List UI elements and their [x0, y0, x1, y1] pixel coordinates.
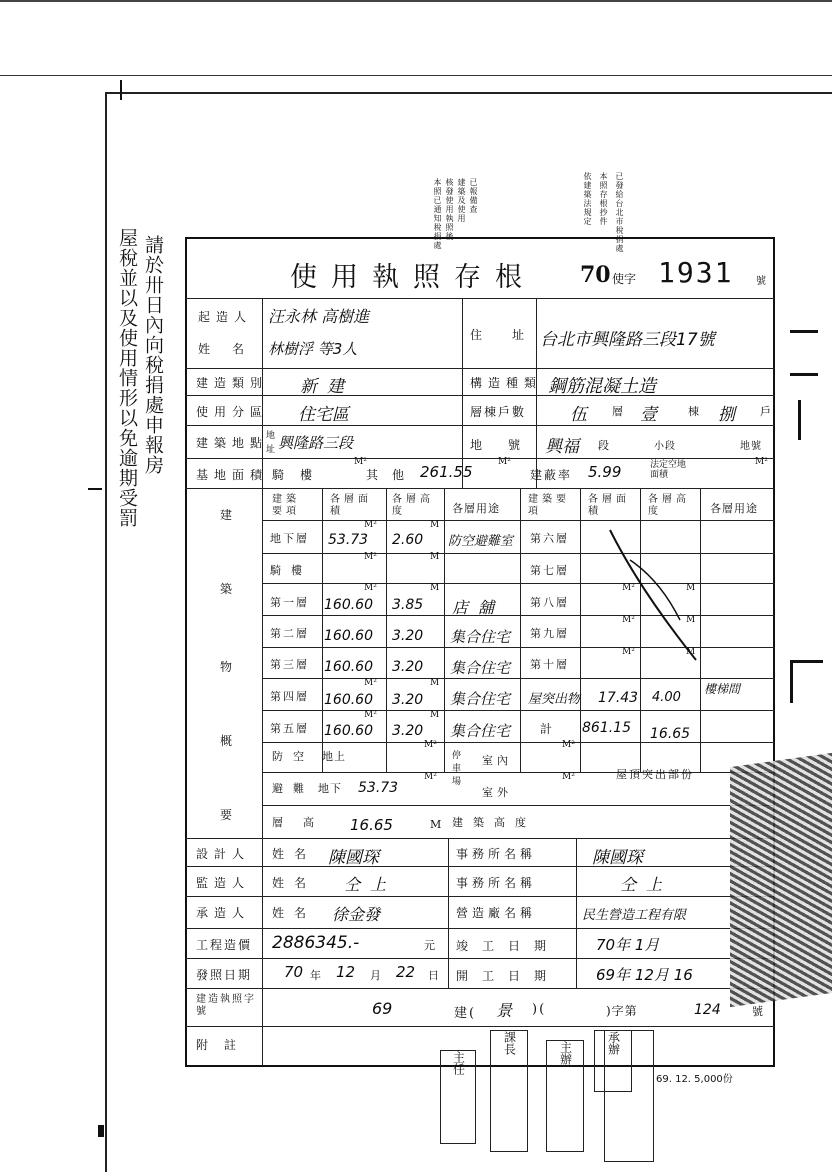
issue-label: 發照日期: [196, 968, 253, 982]
completion-value: 70年 1月: [596, 936, 660, 954]
issue-year-unit: 年: [310, 969, 327, 982]
building-section-char: 築: [220, 582, 239, 596]
floor-height: 3.20: [392, 628, 424, 644]
header-use-2: 各層用途: [710, 502, 758, 515]
floor-use: 集合住宅: [450, 628, 511, 646]
designer-name-label: 姓名: [272, 847, 317, 861]
supervisor-office-label: 事務所名稱: [456, 876, 537, 890]
floor-height-label: 層高: [272, 816, 334, 829]
roof-extra: 屋突出物: [528, 692, 581, 707]
designer-office-label: 事務所名稱: [456, 847, 537, 861]
grid-line: [262, 678, 775, 679]
grid-line: [185, 928, 775, 929]
applicant-value-2: 林樹浮 等3人: [268, 340, 358, 358]
shelter-above: 地上: [322, 750, 346, 763]
cost-unit: 元: [424, 939, 441, 952]
unit-mark: M²: [424, 740, 437, 750]
building-section-char: 建: [220, 508, 239, 522]
address-label: 住址: [470, 328, 555, 342]
building-section-char: 物: [220, 660, 239, 674]
designer-label: 設計人: [196, 847, 251, 861]
grid-line: [462, 298, 463, 488]
other-label: 其他: [366, 468, 419, 482]
unit-mark: M²: [364, 583, 377, 593]
floor-height: 3.85: [392, 597, 424, 613]
building-section-char: 概: [220, 734, 239, 748]
permit-type: 使字: [612, 272, 637, 286]
stamp-text: 課長: [502, 1031, 517, 1055]
grid-line: [185, 1026, 775, 1027]
speck: [120, 80, 122, 100]
address-value: 台北市興隆路三段17號: [540, 330, 715, 350]
grid-line: [262, 805, 775, 806]
floor-area: 53.73: [328, 532, 369, 548]
permit-suffix: 號: [756, 276, 766, 287]
total-height: 16.65: [650, 726, 691, 742]
permit-mid: 建(: [454, 1006, 477, 1021]
grid-line: [322, 488, 323, 773]
other-unit: M²: [498, 457, 511, 467]
grid-line: [386, 488, 387, 773]
indoor-label: 室內: [482, 754, 512, 767]
supervisor-label: 監造人: [196, 876, 251, 890]
header-use: 各層用途: [452, 502, 500, 515]
applicant-value-1: 汪永林 高樹進: [268, 307, 370, 326]
area-label: 基地面積: [196, 468, 269, 482]
unit-mark: M: [686, 583, 696, 593]
header-height-2: 各層高度: [648, 494, 690, 517]
grid-line: [185, 368, 775, 369]
site-label: 建築地點: [196, 436, 269, 450]
contractor-name: 徐金發: [332, 905, 381, 924]
issue-month-unit: 月: [370, 969, 387, 982]
issue-day-unit: 日: [428, 969, 445, 982]
floor-label: 第一層: [270, 596, 309, 609]
issue-day: 22: [396, 963, 416, 981]
print-note: 69. 12. 5,000份: [656, 1074, 733, 1085]
unit-mark: M: [430, 710, 440, 720]
roof-protrusion-label: 屋頂突出部份: [616, 768, 694, 781]
floor-area: 160.60: [324, 723, 373, 739]
designer-name: 陳國琛: [328, 848, 379, 868]
structure-value: 鋼筋混凝土造: [548, 376, 656, 397]
shelter-below-value: 53.73: [358, 780, 399, 796]
grid-line: [520, 488, 521, 773]
stamp-box: [440, 1050, 476, 1144]
header-item: 建築要項: [272, 494, 300, 517]
grid-line: [185, 958, 775, 959]
applicant-label-1: 起造人: [198, 310, 253, 324]
grid-line: [185, 866, 775, 867]
unit-mark: M²: [364, 678, 377, 688]
grid-line: [185, 298, 775, 299]
lot-subsection: 小段: [654, 441, 676, 452]
scan-edge-line: [0, 75, 832, 76]
top-note-4: 已報備查: [469, 178, 478, 214]
cost-label: 工程造價: [196, 938, 253, 952]
floor-height: 3.20: [392, 659, 424, 675]
unit-mark: M²: [364, 520, 377, 530]
arcade-unit: M²: [354, 457, 367, 467]
unit-mark: M²: [622, 583, 635, 593]
permit-paren: )(: [532, 1002, 547, 1017]
floor-label-right: 第八層: [530, 596, 569, 609]
completion-label: 竣工日期: [456, 939, 561, 953]
floors-unit-2: 棟: [688, 405, 705, 418]
grid-line: [576, 838, 577, 988]
permit-suffix: 號: [752, 1005, 769, 1018]
form-title: 使用執照存根: [290, 262, 536, 293]
floor-height-value: 16.65: [350, 816, 393, 834]
floor-height: 3.20: [392, 692, 424, 708]
floors-value: 伍: [570, 405, 587, 425]
header-item-2: 建築要項: [528, 494, 570, 517]
unit-mark: M²: [364, 710, 377, 720]
supervisor-name-label: 姓名: [272, 876, 317, 890]
floor-height: 2.60: [392, 532, 424, 548]
unit-mark: M: [430, 520, 440, 530]
floors-unit-1: 層: [612, 405, 629, 418]
floor-use: 集合住宅: [450, 690, 511, 708]
floor-label-right: 第六層: [530, 532, 569, 545]
top-note-7: 已發給台北市稅捐處: [615, 172, 624, 253]
grid-line: [262, 742, 775, 743]
unit-mark: M²: [364, 552, 377, 562]
start-value: 69年 12月 16: [596, 966, 693, 984]
total-label: 計: [540, 722, 559, 736]
arcade-label: 騎樓: [272, 468, 329, 482]
floor-area: 160.60: [324, 692, 373, 708]
supervisor-name: 仝上: [344, 875, 397, 894]
grid-line: [448, 838, 449, 988]
permit-year-value: 69: [372, 999, 393, 1018]
lot-label: 地號: [470, 438, 547, 452]
open-space-unit: M²: [755, 457, 768, 467]
floor-area: 160.60: [324, 659, 373, 675]
building-height-label: 建築高度: [452, 816, 536, 829]
grid-line: [262, 772, 775, 773]
unit-mark: M²: [622, 615, 635, 625]
floor-label-right: 第七層: [530, 564, 569, 577]
supervisor-office: 仝上: [620, 875, 673, 894]
top-notes: [432, 172, 662, 253]
grid-line: [262, 710, 775, 711]
speck: [88, 488, 102, 490]
permit-year: 70: [580, 262, 611, 288]
unit-mark: M²: [562, 740, 575, 750]
notes-label: 附註: [196, 1038, 253, 1052]
floor-label: 地下層: [270, 532, 309, 545]
outdoor-label: 室外: [482, 786, 512, 799]
stamp-text: 主辦: [558, 1041, 573, 1065]
lot-section: 段: [598, 439, 615, 452]
coverage-value: 5.99: [588, 463, 622, 481]
top-note-6: 本照存根抄件: [599, 172, 608, 226]
designer-office: 陳國琛: [592, 848, 643, 868]
header-area: 各層面積: [330, 494, 372, 517]
floors-value-2: 壹: [640, 405, 657, 425]
contractor-company: 民生營造工程有限: [582, 908, 687, 923]
floor-area: 160.60: [324, 628, 373, 644]
cost-value: 2886345.-: [272, 933, 360, 953]
unit-mark: M: [430, 583, 440, 593]
unit-mark: M²: [562, 772, 575, 782]
permit-number: 1931: [658, 256, 734, 289]
floor-label: 騎樓: [270, 564, 312, 577]
top-note-5: 依建築法規定: [583, 172, 592, 226]
floor-label: 第四層: [270, 690, 309, 703]
issue-year: 70: [284, 963, 304, 981]
margin-note-left: 屋稅並以及使用情形以免逾期受罰: [116, 228, 138, 528]
issue-month: 12: [336, 963, 356, 981]
unit-mark: M²: [424, 772, 437, 782]
company-label: 營造廠名稱: [456, 906, 537, 920]
top-note-3: 建築及使用: [457, 178, 466, 223]
floor-use: 集合住宅: [450, 659, 511, 677]
unit-mark: M: [686, 615, 696, 625]
shelter-label-2: 避難: [272, 782, 314, 795]
grid-line: [580, 488, 581, 773]
floors-label: 層棟戶數: [470, 405, 527, 419]
header-area-2: 各層面積: [588, 494, 630, 517]
build-type-value: 新建: [300, 377, 354, 397]
permit-label: 建造執照字號: [196, 994, 256, 1017]
floor-use: 集合住宅: [450, 722, 511, 740]
use-zone-label: 使用分區: [196, 405, 269, 419]
building-section-char: 要: [220, 808, 239, 822]
site-sub-1: 地: [266, 431, 282, 441]
unit-mark: M: [686, 647, 696, 657]
contractor-name-label: 姓名: [272, 906, 317, 920]
floor-label-right: 第十層: [530, 658, 569, 671]
shelter-label: 防空: [272, 750, 314, 763]
grid-line: [444, 488, 445, 773]
permit-close: )字第: [606, 1004, 638, 1018]
roof-height: 4.00: [652, 690, 681, 705]
stamp-text: 主任: [451, 1051, 466, 1075]
structure-label: 構造種類: [470, 376, 543, 390]
floor-height: 3.20: [392, 723, 424, 739]
lot-value: 興福: [545, 437, 579, 457]
floors-value-3: 捌: [718, 405, 735, 425]
parking-label: 停車場: [452, 751, 462, 787]
start-label: 開工日期: [456, 969, 561, 983]
site-sub-2: 址: [266, 445, 282, 455]
floor-label-right: 第九層: [530, 627, 569, 640]
floor-label: 第二層: [270, 627, 309, 640]
stamp-box: [604, 1030, 654, 1162]
applicant-label-2: 姓名: [198, 342, 267, 356]
top-note-1: 本照已通知稅捐處: [433, 178, 442, 250]
floor-label: 第五層: [270, 722, 309, 735]
speck: [98, 1125, 104, 1137]
stamp-text: 承辦: [606, 1031, 621, 1055]
unit-mark: M²: [622, 647, 635, 657]
roof-use: 樓梯間: [704, 682, 741, 696]
grid-line: [185, 488, 775, 489]
floor-label: 第三層: [270, 658, 309, 671]
floor-area: 160.60: [324, 597, 373, 613]
unit-mark: M: [430, 552, 440, 562]
edge-mark: [798, 400, 801, 440]
header-height: 各層高度: [392, 494, 434, 517]
cancel-mark: [600, 520, 720, 670]
contractor-label: 承造人: [196, 906, 251, 920]
coverage-label: 建蔽率: [530, 468, 573, 482]
floor-use: 防空避難室: [448, 534, 514, 549]
unit-mark: M: [430, 818, 442, 831]
grid-line: [185, 988, 775, 989]
top-note-2: 核發使用執照後: [445, 178, 454, 241]
margin-note-right: 請於卅日內向稅捐處申報房: [142, 235, 164, 475]
grid-line: [185, 395, 775, 396]
stamp-box: [546, 1040, 584, 1152]
edge-mark: [790, 660, 823, 703]
grid-line: [185, 896, 775, 897]
stamp-box: [490, 1030, 528, 1152]
grid-line: [185, 838, 775, 839]
shelter-below: 地下: [318, 782, 342, 795]
build-type-label: 建造類別: [196, 376, 269, 390]
grid-line: [185, 425, 775, 426]
site-value: 興隆路三段: [278, 434, 354, 452]
scan-top-border: [0, 0, 832, 2]
grid-line: [185, 458, 775, 459]
total-area: 861.15: [582, 720, 631, 736]
permit-char: 景: [496, 1001, 513, 1020]
roof-area: 17.43: [598, 690, 639, 706]
open-space-label: 法定空地面積: [650, 460, 687, 480]
use-zone-value: 住宅區: [298, 405, 349, 425]
lot-suffix: 地號: [740, 441, 762, 452]
permit-number-value: 124: [694, 1002, 721, 1018]
seal-stamp: [730, 753, 832, 1007]
floor-use: 店舖: [452, 598, 505, 617]
edge-mark: [790, 330, 818, 376]
unit-mark: M: [430, 678, 440, 688]
other-value: 261.55: [420, 463, 473, 481]
floors-unit-3: 戶: [760, 405, 777, 418]
